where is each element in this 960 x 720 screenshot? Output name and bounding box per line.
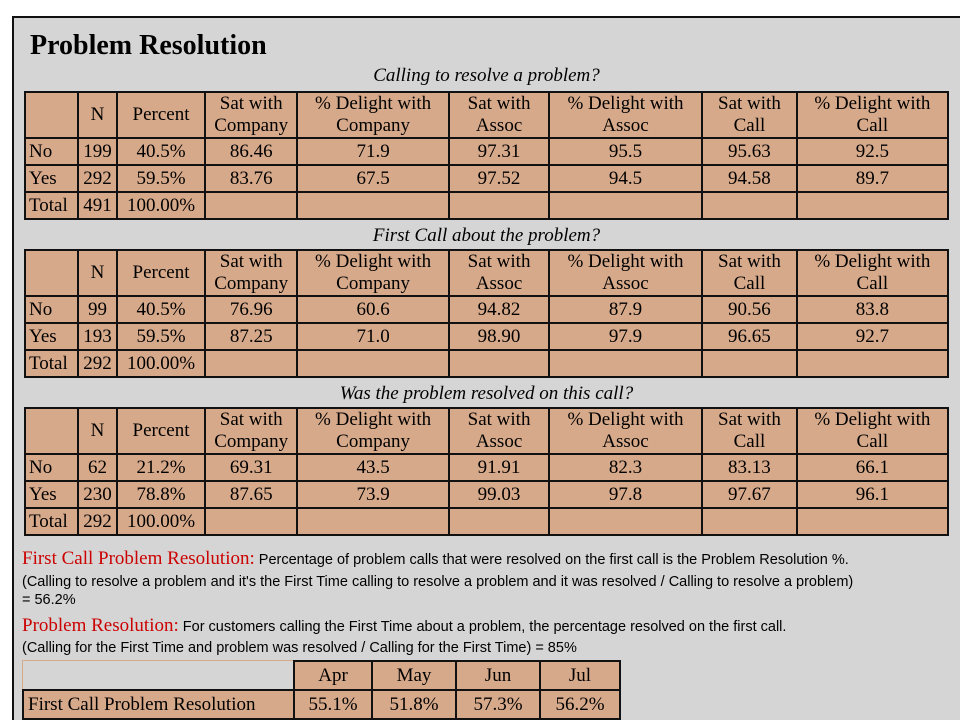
row-label: Total — [25, 192, 78, 219]
pr-term: Problem Resolution: — [22, 615, 179, 636]
column-header: Percent — [117, 92, 206, 138]
monthly-value: 57.3% — [456, 690, 540, 719]
table-cell: 90.56 — [702, 296, 797, 323]
table-row — [25, 192, 948, 219]
monthly-blank-cell — [23, 661, 294, 690]
column-header — [25, 92, 78, 138]
month-header: Jun — [456, 661, 540, 690]
monthly-header-row — [23, 661, 620, 690]
table-cell: 94.58 — [702, 165, 797, 192]
column-header: % Delight with Call — [797, 92, 948, 138]
table-caption-resolved: Was the problem resolved on this call? — [339, 383, 634, 404]
table-cell: 83.13 — [702, 454, 797, 481]
table-row — [25, 350, 948, 377]
table-cell: 292 — [78, 508, 116, 535]
table-cell: 66.1 — [797, 454, 948, 481]
table-cell — [702, 508, 797, 535]
pr-text: For customers calling the First Time about a problem, the percentage resolved on the first call. — [178, 619, 787, 635]
fcpr-value: = 56.2% — [22, 592, 76, 608]
fcpr-term: First Call Problem Resolution: — [22, 548, 255, 569]
pr-definition — [22, 615, 786, 637]
table-resolved-on-call — [24, 407, 949, 536]
column-header: % Delight with Assoc — [549, 408, 702, 454]
table-cell: 92.7 — [797, 323, 948, 350]
row-label: Total — [25, 350, 78, 377]
table-cell: 76.96 — [205, 296, 297, 323]
table-cell: 87.65 — [205, 481, 297, 508]
page-title: Problem Resolution — [30, 30, 267, 61]
fcpr-definition — [22, 548, 849, 570]
table-cell: 83.76 — [205, 165, 297, 192]
table-cell: 71.9 — [297, 138, 449, 165]
table-cell: 40.5% — [117, 138, 206, 165]
table-cell — [449, 192, 549, 219]
column-header: N — [78, 408, 116, 454]
month-header: Jul — [540, 661, 620, 690]
column-header: % Delight with Company — [297, 408, 449, 454]
table-cell: 60.6 — [297, 296, 449, 323]
table-row — [25, 296, 948, 323]
table-cell: 94.5 — [549, 165, 702, 192]
table-cell — [205, 508, 297, 535]
header-row — [25, 250, 948, 296]
column-header: Sat with Company — [205, 250, 297, 296]
table-cell: 100.00% — [117, 192, 206, 219]
column-header: Sat with Company — [205, 92, 297, 138]
table-row — [25, 138, 948, 165]
table-cell — [702, 350, 797, 377]
column-header: Sat with Assoc — [449, 92, 549, 138]
table-row — [25, 508, 948, 535]
table-cell: 97.9 — [549, 323, 702, 350]
column-header: Sat with Company — [205, 408, 297, 454]
column-header: Sat with Call — [702, 92, 797, 138]
table-cell — [797, 192, 948, 219]
pr-formula: (Calling for the First Time and problem was resolved / Calling for the First Time) = 85% — [22, 640, 577, 656]
column-header: Percent — [117, 250, 206, 296]
column-header: % Delight with Company — [297, 92, 449, 138]
monthly-value: 55.1% — [294, 690, 372, 719]
table-cell: 199 — [78, 138, 116, 165]
table-cell — [797, 508, 948, 535]
header-row — [25, 408, 948, 454]
row-label: Total — [25, 508, 78, 535]
column-header: N — [78, 92, 116, 138]
column-header: % Delight with Assoc — [549, 92, 702, 138]
table-cell: 292 — [78, 165, 116, 192]
table-cell — [205, 350, 297, 377]
month-header: May — [372, 661, 456, 690]
table-cell — [205, 192, 297, 219]
table-cell — [797, 350, 948, 377]
table-cell — [549, 508, 702, 535]
table-cell: 97.8 — [549, 481, 702, 508]
table-cell: 95.5 — [549, 138, 702, 165]
table-cell: 59.5% — [117, 165, 206, 192]
table-cell: 94.82 — [449, 296, 549, 323]
table-cell — [449, 350, 549, 377]
column-header: % Delight with Assoc — [549, 250, 702, 296]
table-cell — [297, 508, 449, 535]
monthly-row-label: First Call Problem Resolution — [23, 690, 294, 719]
table-row — [25, 481, 948, 508]
header-row — [25, 92, 948, 138]
table-cell: 95.63 — [702, 138, 797, 165]
table-cell: 82.3 — [549, 454, 702, 481]
table-cell: 73.9 — [297, 481, 449, 508]
monthly-value: 51.8% — [372, 690, 456, 719]
monthly-value: 56.2% — [540, 690, 620, 719]
table-cell: 21.2% — [117, 454, 206, 481]
row-label: Yes — [25, 481, 78, 508]
table-calling-to-resolve — [24, 91, 949, 220]
table-cell: 96.1 — [797, 481, 948, 508]
table-cell: 491 — [78, 192, 116, 219]
table-cell — [449, 508, 549, 535]
table-cell — [549, 350, 702, 377]
row-label: Yes — [25, 165, 78, 192]
column-header: Sat with Assoc — [449, 408, 549, 454]
table-cell: 67.5 — [297, 165, 449, 192]
column-header — [25, 408, 78, 454]
table-cell: 59.5% — [117, 323, 206, 350]
table-cell: 100.00% — [117, 508, 206, 535]
table-cell: 97.52 — [449, 165, 549, 192]
table-cell: 62 — [78, 454, 116, 481]
monthly-table — [22, 660, 621, 720]
row-label: No — [25, 454, 78, 481]
column-header: Sat with Assoc — [449, 250, 549, 296]
table-cell: 86.46 — [205, 138, 297, 165]
column-header: N — [78, 250, 116, 296]
table-cell: 96.65 — [702, 323, 797, 350]
slide — [12, 16, 960, 720]
table-cell: 78.8% — [117, 481, 206, 508]
fcpr-text: Percentage of problem calls that were resolved on the first call is the Problem Resolution %. — [254, 552, 849, 568]
table-cell: 100.00% — [117, 350, 206, 377]
table-cell: 99 — [78, 296, 116, 323]
table-cell — [297, 192, 449, 219]
table-cell — [297, 350, 449, 377]
table-cell: 71.0 — [297, 323, 449, 350]
table-cell: 87.9 — [549, 296, 702, 323]
table-cell: 89.7 — [797, 165, 948, 192]
monthly-value-row — [23, 690, 620, 719]
table-cell: 43.5 — [297, 454, 449, 481]
fcpr-formula: (Calling to resolve a problem and it's the First Time calling to resolve a problem and it was resolved / Calling to resolve a problem) — [22, 574, 854, 590]
table-cell: 98.90 — [449, 323, 549, 350]
table-cell: 97.31 — [449, 138, 549, 165]
table-first-call — [24, 249, 949, 378]
table-cell: 83.8 — [797, 296, 948, 323]
column-header: Sat with Call — [702, 250, 797, 296]
table-cell — [549, 192, 702, 219]
table-row — [25, 323, 948, 350]
table-caption-calling: Calling to resolve a problem? — [373, 65, 600, 86]
column-header: % Delight with Company — [297, 250, 449, 296]
table-cell: 40.5% — [117, 296, 206, 323]
table-cell: 92.5 — [797, 138, 948, 165]
column-header: Sat with Call — [702, 408, 797, 454]
table-cell: 230 — [78, 481, 116, 508]
column-header: Percent — [117, 408, 206, 454]
table-row — [25, 165, 948, 192]
table-cell: 91.91 — [449, 454, 549, 481]
table-cell: 87.25 — [205, 323, 297, 350]
table-row — [25, 454, 948, 481]
table-cell: 292 — [78, 350, 116, 377]
row-label: Yes — [25, 323, 78, 350]
table-cell: 69.31 — [205, 454, 297, 481]
column-header: % Delight with Call — [797, 250, 948, 296]
table-cell: 99.03 — [449, 481, 549, 508]
row-label: No — [25, 296, 78, 323]
table-cell: 193 — [78, 323, 116, 350]
column-header — [25, 250, 78, 296]
month-header: Apr — [294, 661, 372, 690]
table-caption-first-call: First Call about the problem? — [372, 225, 601, 246]
table-cell: 97.67 — [702, 481, 797, 508]
row-label: No — [25, 138, 78, 165]
column-header: % Delight with Call — [797, 408, 948, 454]
table-cell — [702, 192, 797, 219]
